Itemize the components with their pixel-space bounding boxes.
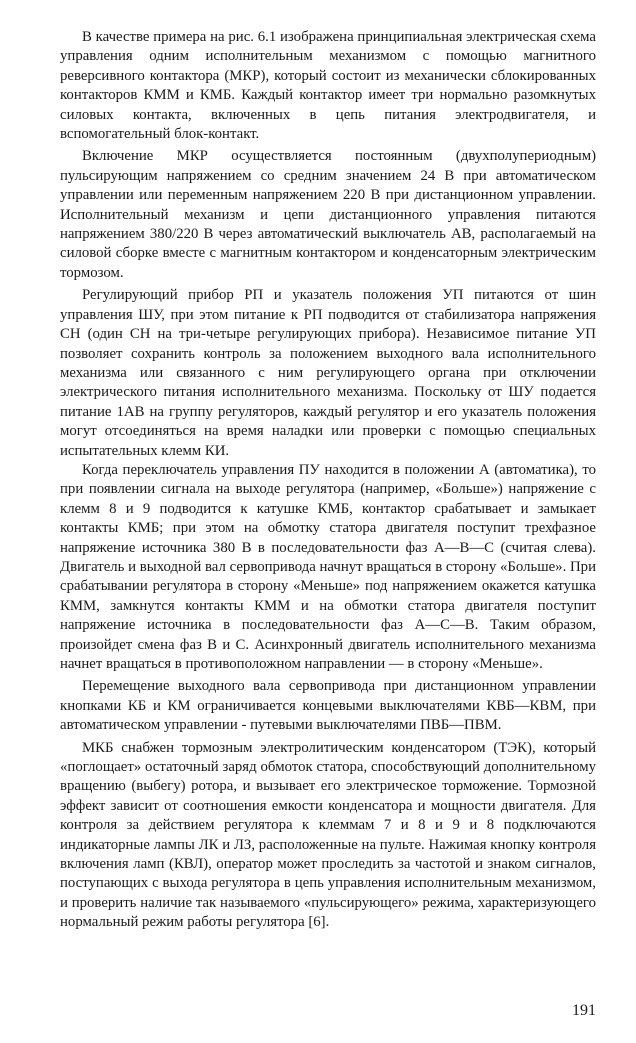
paragraph-2: Включение МКР осуществляется постоянным (двухполупериодным) пульсирующим напряжением со средним значением 24 В при автоматическом управлении или переменным напряжением 220 В при дистанционном управлении. Исполнительный механизм и цепи дистанционного управления питаются напряжением 380/220 В через автоматический выключатель АВ, располагаемый на силовой сборке вместе с магнитным контактором и конденсаторным электрическим тормозом. <box>60 148 596 281</box>
paragraph-1: В качестве примера на рис. 6.1 изображена принципиальная электрическая схема управления одним исполнительным механизмом с помощью магнитного реверсивного контактора (МКР), который состоит из механически сблокированных контакторов КММ и КМБ. Каждый контактор имеет три нормально разомкнутых силовых контакта, включенных в цепь питания электродвигателя, и вспомогательный блок-контакт. <box>60 29 596 143</box>
paragraph-6: МКБ снабжен тормозным электролитическим конденсатором (ТЭК), который «поглощает» остаточный заряд обмоток статора, способствующий дополнительному вращению (выбегу) ротора, и вызывает его электрическое торможение. Тормозной эффект зависит от соотношения емкости конденсатора и мощности двигателя. Для контроля за действием регулятора к клеммам 7 и 8 и 9 и 8 подключаются индикаторные лампы ЛК и ЛЗ, расположенные на пульте. Нажимая кнопку контроля включения ламп (КВЛ), оператор может проследить за частотой и знаком сигналов, поступающих с выхода регулятора в цепь управления исполнительным механизмом, и проверить наличие так называемого «пульсирующего» режима, характеризующего нормальный режим работы регулятора [6]. <box>60 739 596 931</box>
paragraph-5: Перемещение выходного вала сервопривода при дистанционном управлении кнопками КБ и КМ ограничивается концевыми выключателями КВБ—КВМ, при автоматическом управлении - путевыми выключателями ПВБ—ПВМ. <box>60 678 596 734</box>
page-number: 191 <box>572 1002 596 1019</box>
page-body <box>60 28 596 1018</box>
paragraph-4: Когда переключатель управления ПУ находится в положении А (автоматика), то при появлении сигнала на выходе регулятора (например, «Больше») напряжение с клемм 8 и 9 подводится к катушке КМБ, контактор срабатывает и замыкает контакты КМБ; при этом на обмотку статора двигателя поступит трехфазное напряжение источника 380 В в последовательности фаз А—В—С (считая слева). Двигатель и выходной вал сервопривода начнут вращаться в сторону «Больше». При срабатывании регулятора в сторону «Меньше» под напряжением окажется катушка КММ, замкнутся контакты КММ и на обмотки статора двигателя поступит напряжение источника в последовательности фаз А—С—В. Таким образом, произойдет смена фаз В и С. Асинхронный двигатель исполнительного механизма начнет вращаться в противоположном направлении — в сторону «Меньше». <box>60 461 596 672</box>
paragraph-3: Регулирующий прибор РП и указатель положения УП питаются от шин управления ШУ, при этом питание к РП подводится от стабилизатора напряжения СН (один СН на три-четыре регулирующих прибора). Независимое питание УП позволяет сохранить контроль за положением выходного вала исполнительного механизма или связанного с ним регулирующего органа при отключении электрического питания исполнительного механизма. Поскольку от ШУ подается питание 1АВ на группу регуляторов, каждый регулятор и его указатель положения могут отсоединяться на время наладки или проверки с помощью специальных испытательных клемм КИ. <box>60 287 596 459</box>
